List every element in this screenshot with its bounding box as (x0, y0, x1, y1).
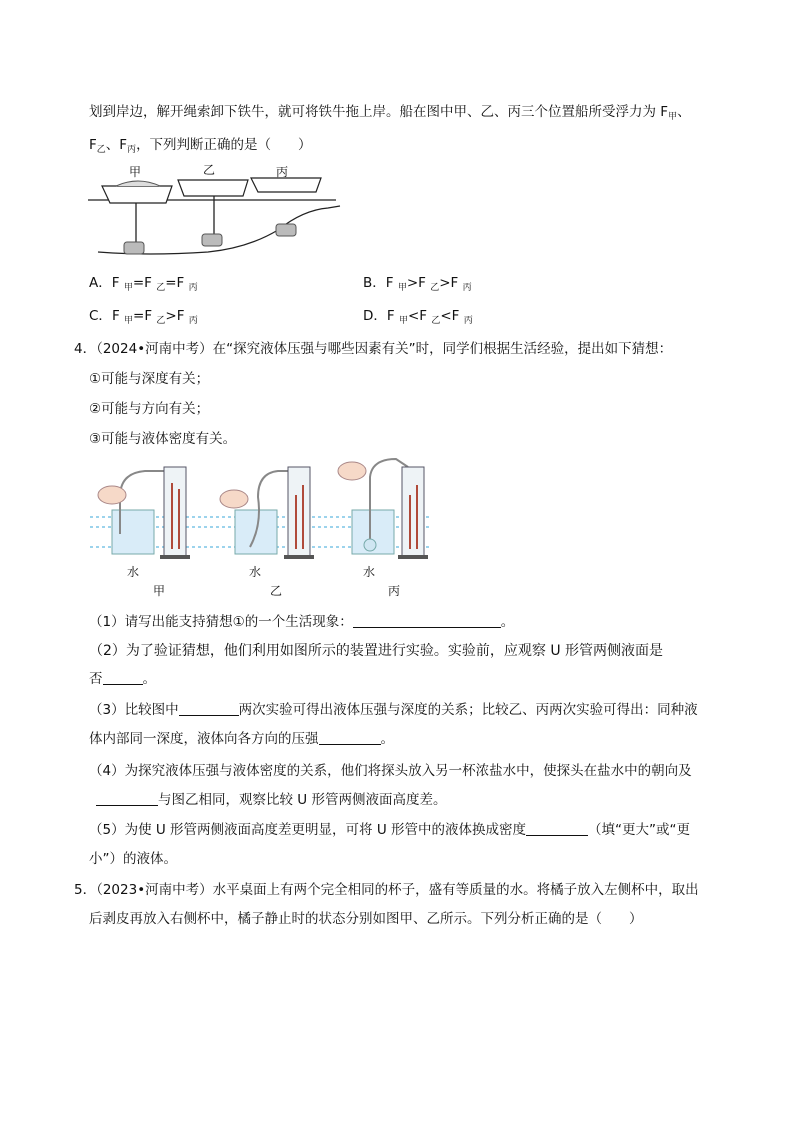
q3-line-1: 划到岸边，解开绳索卸下铁牛，就可将铁牛拖上岸。船在图中甲、乙、丙三个位置船所受浮力为 $F_甲$、 (89, 104, 691, 122)
q4-fig-label-jia: 甲 (153, 584, 166, 598)
q4-guess-3: ③可能与液体密度有关。 (89, 431, 237, 447)
q4-fig-water-3: 水 (363, 565, 376, 579)
q4-part-2-line-2: 否 。 (89, 671, 156, 687)
q4-part-3-line-2: 体内部同一深度，液体向各方向的压强 。 (89, 731, 394, 747)
q3-option-a: A．F $_甲$=F $_乙$=F $_丙$ (89, 275, 198, 293)
q4-part-3-line-1: （3）比较图中 两次实验可得出液体压强与深度的关系；比较乙、丙两次实验可得出：同种液 (89, 702, 698, 718)
q4-fig-water-1: 水 (127, 565, 140, 579)
q4-fig-water-2: 水 (249, 565, 262, 579)
q4-part-4-line-2: 与图乙相同，观察比较 U 形管两侧液面高度差。 (96, 788, 446, 808)
q4-guess-2: ②可能与方向有关； (89, 401, 210, 417)
pressure-figure (90, 455, 435, 565)
q3-option-d: D．F $_甲$<F $_乙$<F $_丙$ (363, 308, 473, 326)
q4-part-5-line-1: （5）为使 U 形管两侧液面高度差更明显，可将 U 形管中的液体换成密度 （填“更大”或“更 (89, 822, 690, 838)
q5-line-2: 后剥皮再放入右侧杯中，橘子静止时的状态分别如图甲、乙所示。下列分析正确的是（ ） (89, 911, 643, 927)
q4-stem: 4．（2024•河南中考）在“探究液体压强与哪些因素有关”时，同学们根据生活经验，提出如下猜想： (74, 341, 673, 357)
q4-part-1: （1）请写出能支持猜想①的一个生活现象： 。 (89, 614, 515, 630)
q3-fig-label-yi: 乙 (203, 163, 216, 177)
q4-fig-label-bing: 丙 (388, 584, 401, 598)
q3-fig-label-bing: 丙 (276, 165, 289, 179)
q3-option-b: B．F $_甲$>F $_乙$>F $_丙$ (363, 275, 472, 293)
q3-line-2: $F_乙$、$F_丙$，下列判断正确的是（ ） (89, 137, 312, 155)
boat-figure (88, 160, 348, 260)
q4-fig-label-yi: 乙 (270, 584, 283, 598)
q3-option-c: C．F $_甲$=F $_乙$>F $_丙$ (89, 308, 198, 326)
q3-fig-label-jia: 甲 (129, 165, 142, 179)
q4-guess-1: ①可能与深度有关； (89, 371, 210, 387)
q4-part-5-line-2: 小”）的液体。 (89, 851, 177, 867)
q4-part-4-line-1: （4）为探究液体压强与液体密度的关系，他们将探头放入另一杯浓盐水中，使探头在盐水中的朝向及 (89, 763, 692, 779)
q4-part-2-line-1: （2）为了验证猜想，他们利用如图所示的装置进行实验。实验前，应观察 U 形管两侧液面是 (89, 643, 664, 659)
q5-line-1: 5．（2023•河南中考）水平桌面上有两个完全相同的杯子，盛有等质量的水。将橘子放入左侧杯中，取出 (74, 882, 699, 898)
